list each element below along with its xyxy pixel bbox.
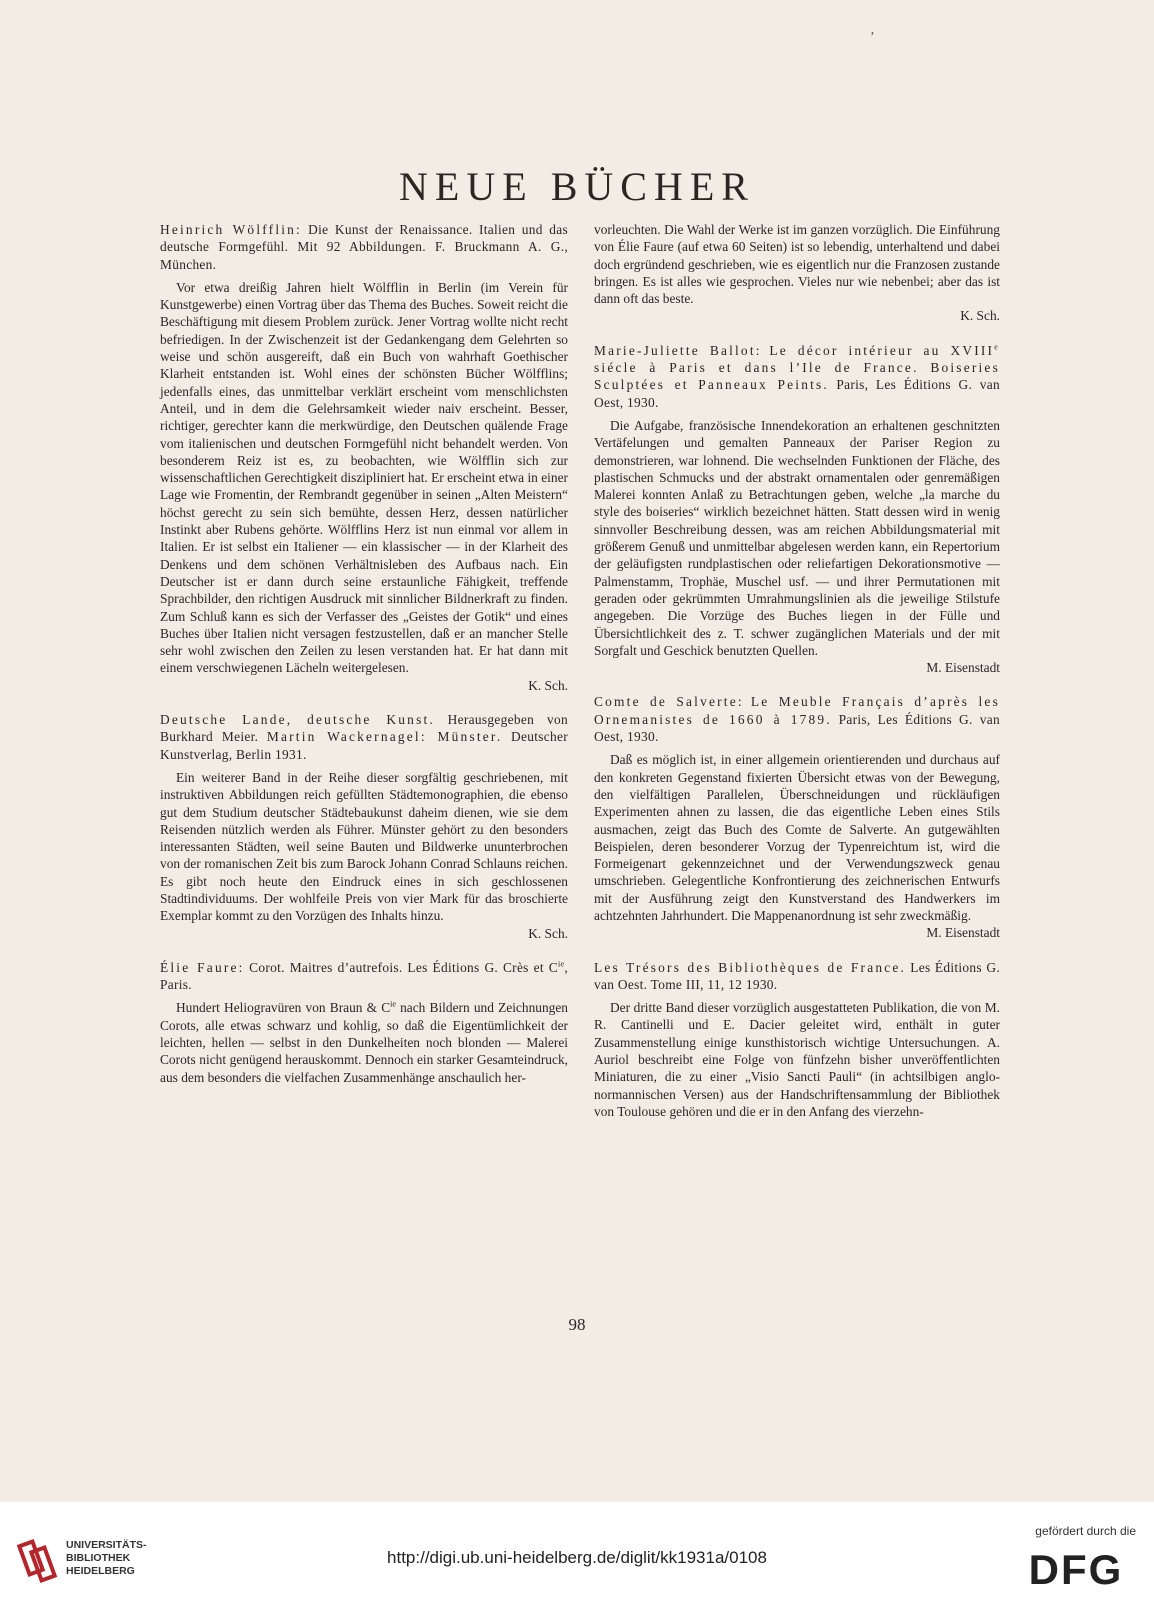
review-text: Daß es möglich ist, in einer allgemein orientierenden und durchaus auf den konkreten Gegenstand fixierten Übersicht etwas von der Bewegung, den vielfältigen Parallelen, Überschneidungen und rückläufigen Experimenten ahnen zu lassen, die das eigentliche Leben eines Stils ausmachen, zeigt das Buch des Comte de Salverte. An gutgewählten Beispielen, deren besonderer Vorzug der Typenreichtum ist, wird die Formeigenart gekennzeichnet und der Verwendungszweck genau umschrieben. Gelegentliche Konfrontierung des zeichnerischen Entwurfs mit der Ausführung zeigt den Kunstverstand des Handwerkers im achtzehnten Jahrhundert. Die Mappenanordnung ist sehr zweckmäßig.	[594, 752, 1000, 923]
review-heading	[160, 711, 568, 763]
dfg-logo-text: DFG	[1028, 1548, 1124, 1588]
review-author: Martin Wackernagel: Münster.	[266, 729, 503, 745]
review-series: Deutsche Lande, deutsche Kunst.	[160, 712, 435, 728]
funding-label: gefördert durch die	[1035, 1524, 1136, 1538]
title-text-cont: siécle à Paris et dans l’Ile de France. Boiseries Sculptées et Panneaux Peints.	[594, 360, 1000, 393]
review-signature: K. Sch.	[960, 308, 1000, 324]
review-publisher: Paris, Les Éditions G. van Oest, 1930.	[594, 377, 1000, 410]
margin-mark: ʼ	[870, 30, 875, 45]
review-body	[594, 751, 1000, 924]
review-text: Vor etwa dreißig Jahren hielt Wölfflin in Berlin (im Verein für Kunstgewerbe) einen Vortrag über das Thema des Buches. Soweit reicht die Beschäftigung mit diesem Problem zurück. Jener Vortrag wollte nicht recht befriedigen. In der Zwischenzeit ist der Gedankengang dem Gelehrten so weise und schön ausgereift, daß ein Buch von wahrhaft Goethischer Klarheit entstanden ist. Wohl eines der schönsten Bücher Wölfflins; jedenfalls eines, das unmittelbar verklärt erscheint vom menschlichsten Anteil, und in dem die Gelehrsamkeit wieder naiv erscheint. Besser, richtiger, gerechter kann die merkwürdige, den Deutschen quälende Frage vom italienischen und deutschen Formgefühl nicht behandelt werden. Von besonderem Reiz ist es, zu beobachten, wie Wölfflin sich zur wissenschaftlichen Gerechtigkeit diszipliniert hat. Er erscheint etwa in einer Lage wie Fromentin, der Rembrandt gegenüber in seinen „Alten Meistern“ höchst gerecht zu sein sich bemühte, dessen Herz, dessen natürlicher Instinkt aber Rubens gehörte. Wölfflins Herz ist nun einmal vor allem in Italien. Er ist selbst ein Italiener — ein klassischer — in der Klarheit des Denkens und dem schönen Verhältnisleben des Aufbaus nach. Ein Deutscher ist er dann durch seine erstaunliche Fähigkeit, treffende Sprachbilder, den richtigen Ausdruck mit sinnlicher Bildnerkraft zu finden. Zum Schluß kann es sich der Verfasser des „Geistes der Gotik“ und eines Buches über Italien nicht versagen festzustellen, daß er an mancher Stelle sehr wohl zwischen den Zeilen zu lesen verstanden hat. Er hat dann mit einem verschwiegenen Lächeln weitergelesen.	[160, 279, 568, 676]
bibliography-end: , Paris.	[160, 959, 568, 993]
review-signature: M. Eisenstadt	[926, 660, 1000, 676]
dfg-logo-icon	[1020, 1548, 1132, 1588]
review-signature-row	[594, 924, 1000, 941]
right-column	[594, 221, 1000, 1137]
review-heading	[594, 342, 1000, 411]
review-signature-row	[160, 677, 568, 694]
review-signature-row	[594, 659, 1000, 676]
review-signature: K. Sch.	[528, 677, 568, 693]
superscript: e	[994, 342, 1000, 352]
left-column	[160, 221, 568, 1103]
page-title: NEUE BÜCHER	[399, 164, 755, 209]
review-publisher: Les Éditions G. van Oest. Tome III, 11, 12 1930.	[594, 959, 1000, 992]
review-body	[160, 999, 568, 1085]
review-salverte	[594, 693, 1000, 941]
review-text: Der dritte Band dieser vorzüglich ausgestatteten Publikation, die von M. R. Cantinelli und E. Dacier geleitet wird, enthält in guter Zusammenstellung einige kunsthistorisch wichtige Untersuchungen. A. Auriol beschreibt eine Folge von fünfzehn bisher unveröffentlichten Miniaturen, die zu einer „Visio Sancti Pauli“ (in achtsilbigen anglo-normannischen Versen) aus der Handschriftensammlung der Bibliothek von Toulouse gehören und die er in den Anfang des vierzehn-	[594, 1000, 1000, 1119]
review-text: Die Aufgabe, französische Innendekoration an erhaltenen geschnitzten Vertäfelungen und gemalten Panneaux der Pariser Region zu demonstrieren, war lohnend. Die wechselnden Funktionen der Fläche, des plastischen Schmucks und der abstrakt ornamentalen oder genremäßigen Malerei konnten Anlaß zu Betrachtungen geben, welche „la marche du style des boiseries“ wirklich bezeichnet hätten. Statt dessen wird in wenig sinnvoller Beschreibung dessen, was am reichen Abbildungsmaterial mit größerem Genuß und unmittelbar abgelesen werden kann, ein Repertorium der geläufigsten rundplastischen oder reliefartigen Dekorationsmotive — Palmenstamm, Trophäe, Muschel usf. — und ihrer Permutationen mit geraden oder gekrümmten Umrahmungslinien als die jeweilige Stilstufe angegeben. Die Vorzüge des Buches liegen in der Fülle und Übersichtlichkeit des z. T. schwer zugänglichen Materials und der mit Sorgfalt und Geschick benutzten Quellen.	[594, 417, 1000, 658]
review-signature: K. Sch.	[528, 925, 568, 941]
review-tresors	[594, 959, 1000, 1121]
library-line-2: BIBLIOTHEK	[66, 1552, 131, 1564]
review-heading	[160, 959, 568, 994]
review-body	[594, 999, 1000, 1120]
review-text: Ein weiterer Band in der Reihe dieser sorgfältig geschriebenen, mit instruktiven Abbildungen reich gefüllten Städtemonographien, die ebenso gut dem Studium deutscher Städtebaukunst daheim dienen, wie sie dem Reisenden nützlich werden als Führer. Münster gehört zu den besonders interessanten Städten, weil seine Bauten und Bildwerke ununterbrochen von der romanischen Zeit bis zum Barock Johann Conrad Schlauns reichen. Es gibt noch heute den Eindruck eines in sich geschlossenen Stadtindividuums. Der wohlfeile Preis von vier Mark für das broschierte Exemplar kommt zu den Vorzügen des Inhalts hinzu.	[160, 769, 568, 924]
review-heading	[594, 959, 1000, 994]
superscript: ie	[390, 1000, 396, 1009]
footer-bar	[0, 1502, 1154, 1611]
review-text-cont: nach Bildern und Zeichnungen Corots, alle etwas schwarz und kohlig, so daß die Eigentümlichkeit der leichten, hellen — selbst in den Dunkelheiten noch blonden — Malerei Corots nicht genügend herauskommt. Dennoch ein starker Gesamteindruck, aus dem besonders die vielfachen Zusammenhänge anschaulich her-	[160, 1000, 568, 1085]
review-text: Hundert Heliogravüren von Braun & C	[176, 1000, 391, 1016]
review-corot	[160, 959, 568, 1086]
library-line-3: HEIDELBERG	[66, 1565, 135, 1577]
review-text: vorleuchten. Die Wahl der Werke ist im ganzen vorzüglich. Die Einführung von Élie Faure (auf etwa 60 Seiten) ist so lebendig, unterhaltend und dabei doch ergründend geschrieben, wie es eigentlich nur die Franzosen zustande bringen. Es ist alles wie gesprochen. Vieles nur wie nebenbei; aber das ist dann oft das beste.	[594, 222, 1000, 307]
review-author: Comte de Salverte:	[594, 694, 744, 710]
review-publisher: Deutscher Kunstverlag, Berlin 1931.	[160, 729, 568, 762]
source-url-link[interactable]: http://digi.ub.uni-heidelberg.de/diglit/kk1931a/0108	[387, 1548, 767, 1567]
superscript: ie	[557, 959, 565, 969]
review-muenster	[160, 711, 568, 942]
review-heading	[594, 693, 1000, 745]
review-author: Élie Faure:	[160, 959, 245, 975]
page-number: 98	[568, 1315, 586, 1334]
review-signature: M. Eisenstadt	[926, 925, 1000, 941]
review-title: Les Trésors des Bibliothèques de France.	[594, 959, 907, 975]
library-line-1: UNIVERSITÄTS-	[66, 1539, 147, 1551]
review-body	[160, 279, 568, 677]
review-body	[594, 417, 1000, 659]
review-ballot	[594, 342, 1000, 677]
review-editor: Herausgegeben von Burkhard Meier.	[160, 712, 568, 745]
review-corot-continued	[594, 221, 1000, 325]
bibliography-text: Corot. Maitres d’autrefois. Les Éditions G. Crès et C	[249, 959, 558, 975]
review-body	[594, 221, 1000, 307]
review-signature-row	[160, 925, 568, 942]
review-bibliography: Die Kunst der Renaissance. Italien und das deutsche Formgefühl. Mit 92 Abbildungen. F. Bruckmann A. G., München.	[160, 222, 568, 272]
title-text: Le décor intérieur au XVIII	[769, 342, 995, 358]
review-author: Marie-Juliette Ballot:	[594, 342, 762, 358]
review-signature-row	[594, 307, 1000, 324]
review-body	[160, 769, 568, 925]
review-publisher: Paris, Les Éditions G. van Oest, 1930.	[594, 711, 1000, 745]
review-title: Le Meuble Français d’après les Ornemanistes de 1660 à 1789.	[594, 694, 1000, 727]
review-heading	[160, 221, 568, 273]
review-author: Heinrich Wölfflin:	[160, 222, 302, 237]
review-woelfflin	[160, 221, 568, 694]
